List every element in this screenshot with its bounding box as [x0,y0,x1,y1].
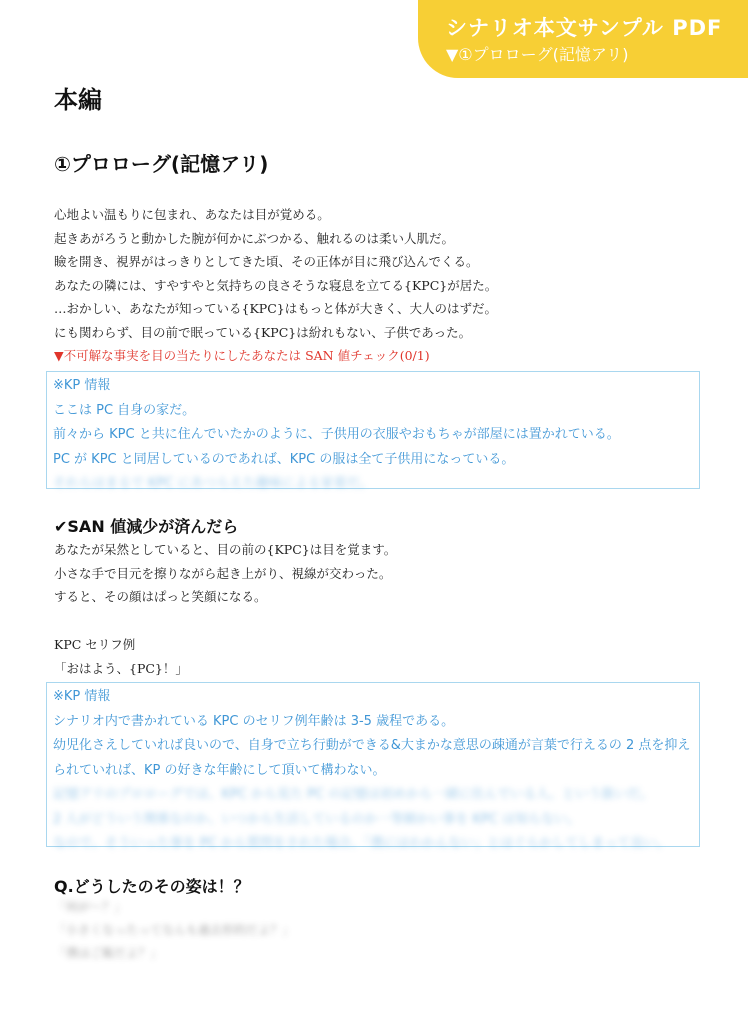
section2-body [54,538,704,609]
kp-info-box [46,682,700,851]
kp-info-title: ※KP 情報 [53,378,111,393]
section3-heading: Q.どうしたのその姿は！？ [54,877,250,896]
body-line: あなたが呆然としていると、目の前の{KPC}は目を覚ます。 [54,542,397,557]
kp-info-line: 幼児化さえしていれば良いので、自身で立ち行動ができる&大まかな意思の疎通が言葉で行えるの 2 点を抑え [53,738,691,753]
document-tag-title: シナリオ本文サンプル PDF [446,16,723,40]
body-line: にも関わらず、目の前で眠っている{KPC}は紛れもない、子供であった。 [54,324,472,340]
serif-label: KPC セリフ例 [54,637,136,652]
blurred-line: 「小さくなったってなんも過去形的だよ？」 [54,923,295,937]
body-line: 小さな手で目元を擦りながら起き上がり、視線が交わった。 [54,565,392,581]
body-line: 瞼を開き、視界がはっきりとしてきた頃、その正体が目に飛び込んでくる。 [54,254,479,269]
section3-body [54,896,704,965]
kp-info-title: ※KP 情報 [53,689,111,704]
kp-info-line: PC が KPC と同居しているのであれば、KPC の服は全て子供用になっている。 [53,451,515,467]
body-line: 心地よい温もりに包まれ、あなたは目が覚める。 [54,207,330,222]
kp-info-line: シナリオ内で書かれている KPC のセリフ例年齢は 3-5 歳程である。 [53,713,455,729]
section1-heading: ①プロローグ(記憶アリ) [54,152,269,176]
blurred-line: 「何が～？」 [54,900,127,914]
kp-info-blurred-line: それらはまるで KPC にあつらえた趣味による家着だ。 [53,476,373,491]
kp-info-line: ここは PC 自身の家だ。 [53,402,196,418]
san-check-note: ▼不可解な事実を目の当たりにしたあなたは SAN 値チェック(0/1) [54,348,430,363]
body-line: あなたの隣には、すやすやと気持ちの良さそうな寝息を立てる{KPC}が居た。 [54,277,498,293]
kp-info-blurred-line: なので、そういった事を PC から質問をされた場合、「僕にはわかんない」とはぐらかしてしまって良い。 [53,836,670,851]
blurred-line: 「僕はご飯だよ？」 [54,946,163,960]
kp-info-blurred-line: 記憶アリのプロローグでは、KPC から見た PC の記憶は初めから一緒に住んでいる人、という扱いだ。 [53,787,654,802]
body-line: すると、その顔はぱっと笑顔になる。 [54,589,267,604]
kpc-serif-example [54,633,704,680]
main-heading: 本編 [54,86,102,114]
serif-line: 「おはよう、{PC}！」 [54,660,188,676]
section1-body [54,203,704,368]
kp-info-line: られていれば、KP の好きな年齢にして頂いて構わない。 [53,762,386,778]
kp-info-blurred-line: 2 人がどういう関係なのか、いつから生活しているのか一等細かい事を KPC は知らない。 [53,811,581,827]
document-tag [418,0,748,78]
document-tag-subtitle: ▼①プロローグ(記憶アリ) [446,45,629,64]
body-line: …おかしい、あなたが知っている{KPC}はもっと体が大きく、大人のはずだ。 [54,301,497,316]
body-line: 起きあがろうと動かした腕が何かにぶつかる、触れるのは柔い人肌だ。 [54,230,455,246]
section2-heading: ✔SAN 値減少が済んだら [54,517,239,536]
kp-info-line: 前々から KPC と共に住んでいたかのように、子供用の衣服やおもちゃが部屋には置かれている。 [53,427,620,442]
kp-info-box [46,371,700,489]
